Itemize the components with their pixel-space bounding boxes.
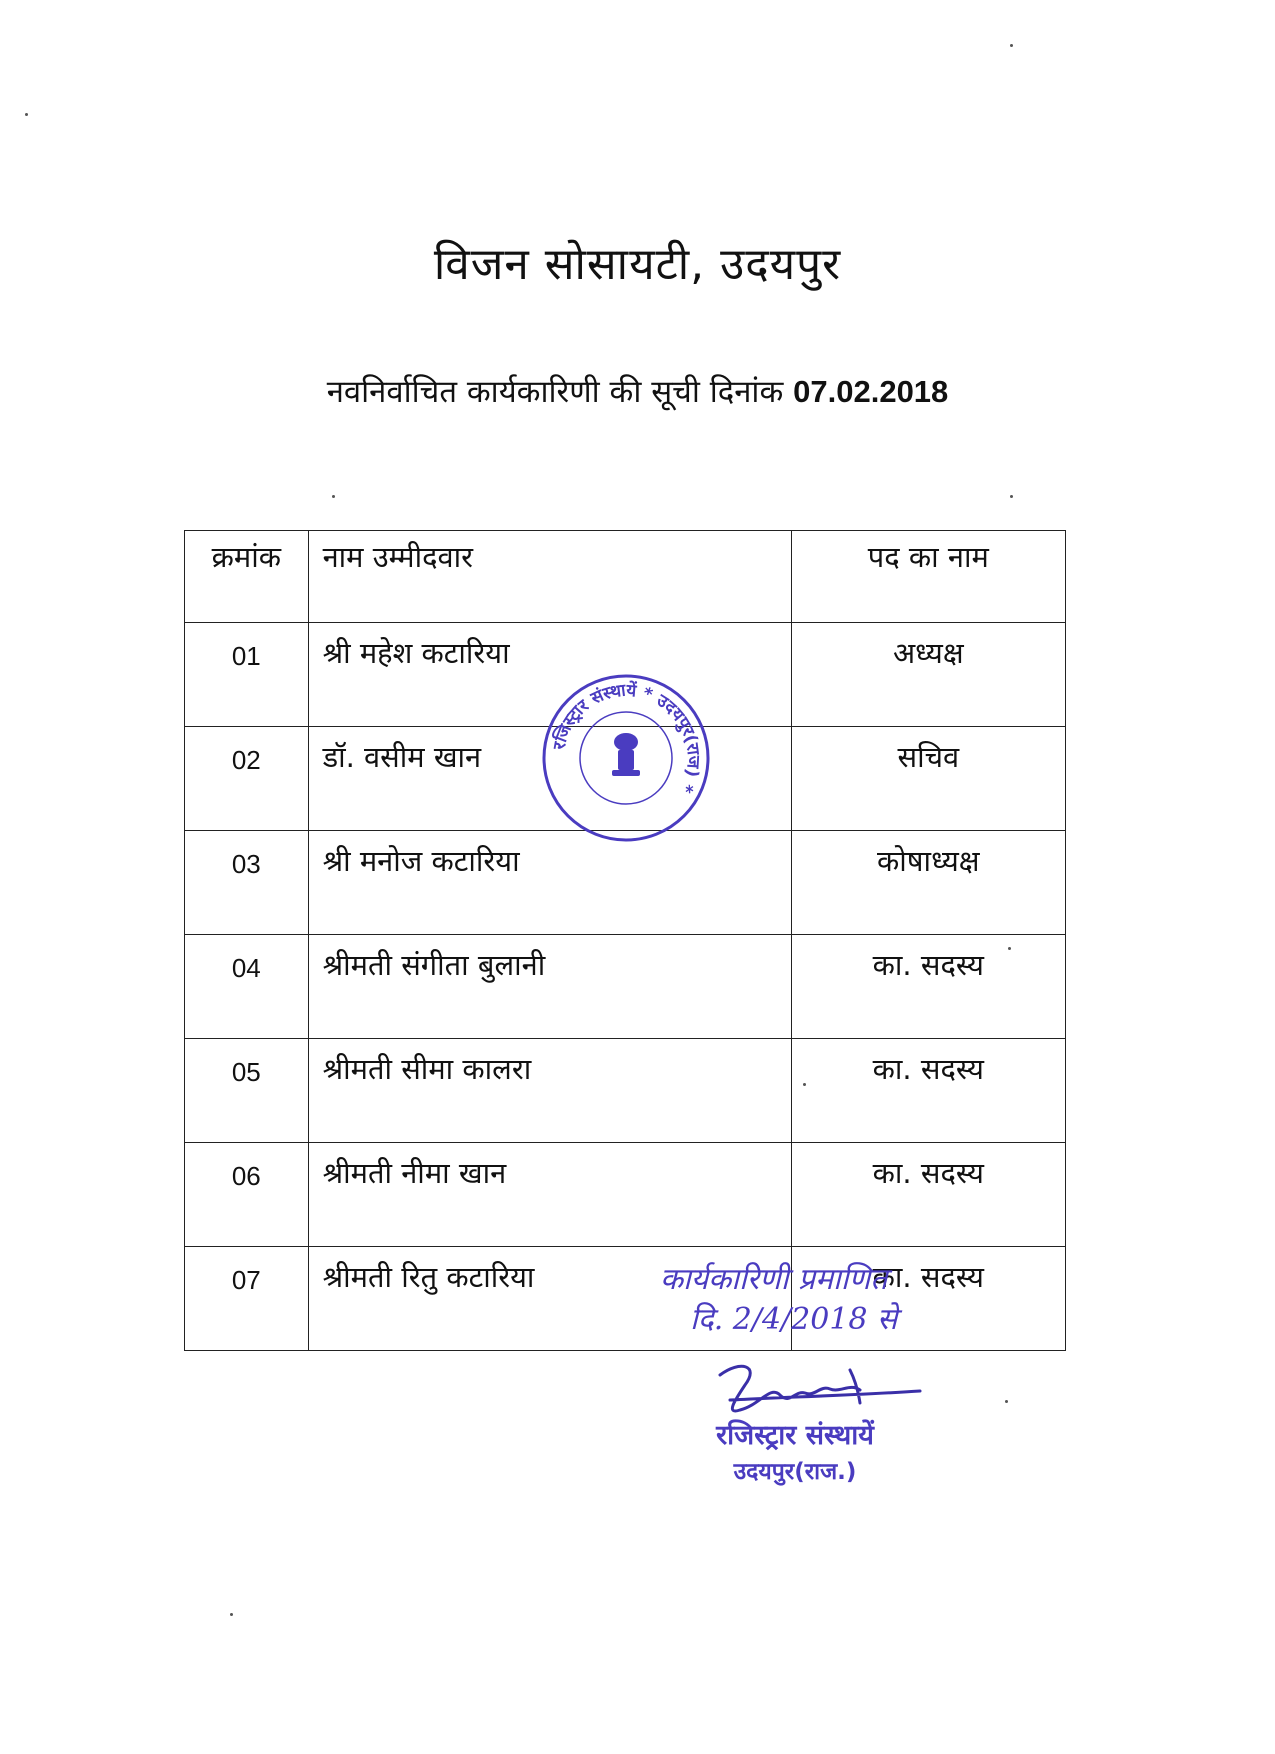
row-name: श्री मनोज कटारिया [308,831,791,935]
scan-speck [803,1083,806,1086]
row-name: डॉ. वसीम खान [308,727,791,831]
row-name: श्री महेश कटारिया [308,623,791,727]
row-serial: 07 [185,1247,309,1351]
row-post: का. सदस्य [791,935,1065,1039]
subtitle-date: 07.02.2018 [793,374,949,409]
table-row [185,1039,1066,1143]
endorsement-line1: कार्यकारिणी प्रमाणित [659,1262,888,1297]
row-post: सचिव [791,727,1065,831]
row-serial: 01 [185,623,309,727]
members-table [184,530,1066,1351]
signature [700,1355,930,1425]
table-row [185,1143,1066,1247]
scan-speck [1010,495,1013,498]
row-name: श्रीमती संगीता बुलानी [308,935,791,1039]
table-row [185,1247,1066,1351]
table-header-row [185,531,1066,623]
row-serial: 04 [185,935,309,1039]
endorsement-line2: दि. 2/4/2018 से [690,1302,898,1337]
svg-text:रजिस्ट्रार संस्थायें * उदयपुर(: रजिस्ट्रार संस्थायें * उदयपुर(राज) * [549,680,704,796]
row-name: श्रीमती नीमा खान [308,1143,791,1247]
subtitle-text: नवनिर्वाचित कार्यकारिणी की सूची दिनांक [326,374,784,410]
header-name: नाम उम्मीदवार [308,531,791,623]
registrar-title: रजिस्ट्रार संस्थायें [716,1420,874,1451]
scan-speck [25,113,28,116]
endorsement-note [650,1260,897,1340]
row-serial: 05 [185,1039,309,1143]
row-name: श्रीमती रितु कटारिया [308,1247,791,1351]
scan-speck [1010,44,1013,47]
scan-speck [230,1613,233,1616]
row-serial: 06 [185,1143,309,1247]
row-name: श्रीमती सीमा कालरा [308,1039,791,1143]
row-post: का. सदस्य [791,1039,1065,1143]
header-serial: क्रमांक [185,531,309,623]
registrar-place: उदयपुर(राज.) [733,1459,857,1485]
table-row [185,831,1066,935]
row-serial: 03 [185,831,309,935]
row-post: अध्यक्ष [791,623,1065,727]
emblem-icon [612,733,640,776]
registrar-block [660,1418,930,1490]
row-post: का. सदस्य [791,1143,1065,1247]
row-serial: 02 [185,727,309,831]
scan-speck [1008,947,1011,950]
registrar-seal [540,672,712,844]
row-post: का. सदस्य [791,1247,1065,1351]
scan-speck [332,495,335,498]
document-subtitle [0,370,1275,412]
table-row [185,935,1066,1039]
header-post: पद का नाम [791,531,1065,623]
document-title: विजन सोसायटी, उदयपुर [433,239,842,290]
row-post: कोषाध्यक्ष [791,831,1065,935]
scan-speck [1005,1400,1008,1403]
